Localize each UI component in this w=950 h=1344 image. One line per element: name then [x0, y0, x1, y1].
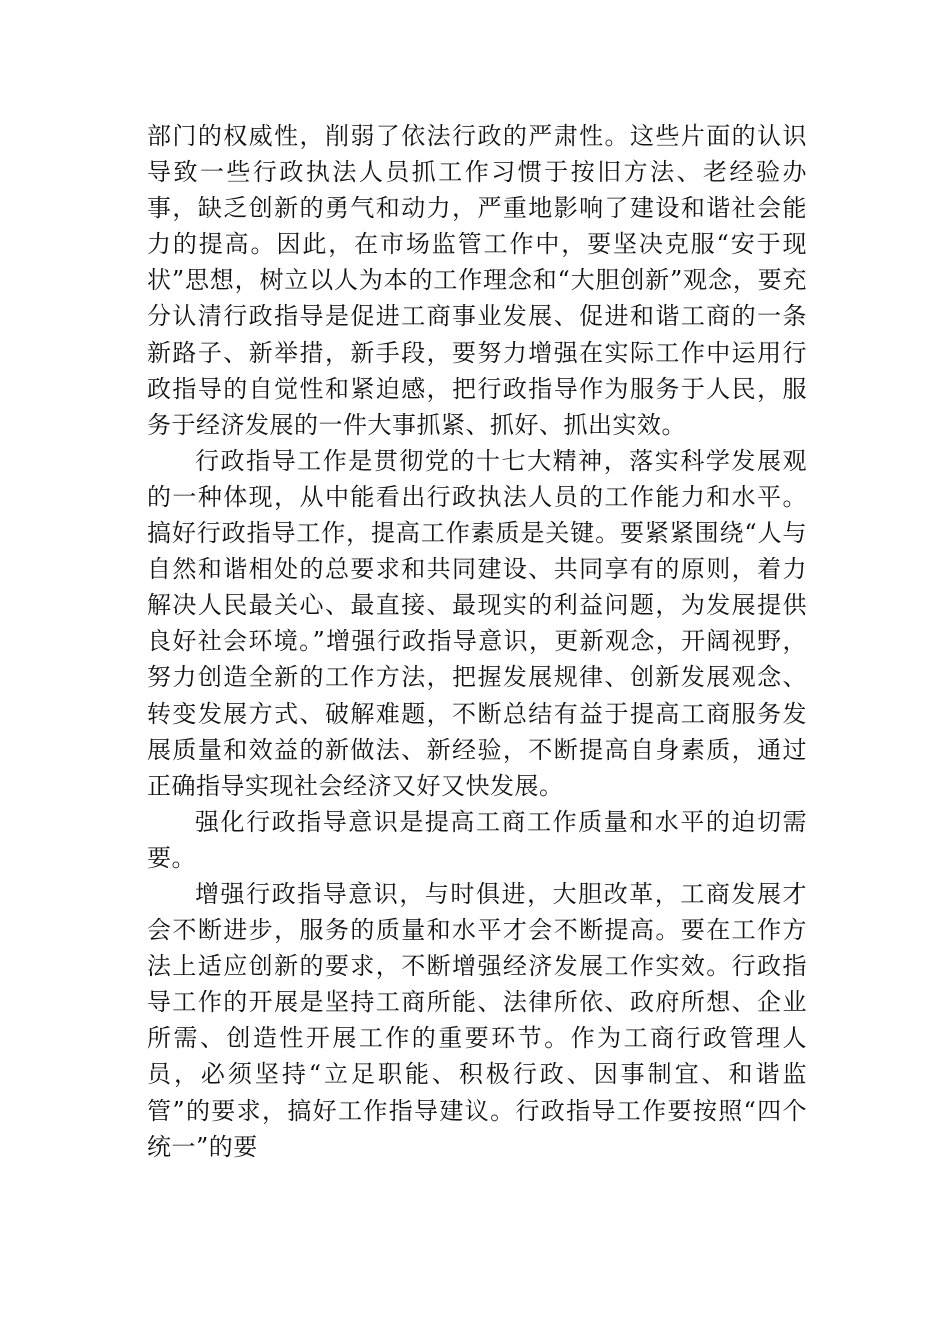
paragraph-1: 部门的权威性，削弱了依法行政的严肃性。这些片面的认识导致一些行政执法人员抓工作习惯于按旧方法、老经验办事，缺乏创新的勇气和动力，严重地影响了建设和谐社会能力的提高。因此，在市场监管工作中，要坚决克服“安于现状”思想，树立以人为本的工作理念和“大胆创新”观念，要充分认清行政指导是促进工商事业发展、促进和谐工商的一条新路子、新举措，新手段，要努力增强在实际工作中运用行政指导的自觉性和紧迫感，把行政指导作为服务于人民，服务于经济发展的一件大事抓紧、抓好、抓出实效。 — [147, 122, 807, 439]
paragraph-4: 增强行政指导意识，与时俱进，大胆改革，工商发展才会不断进步，服务的质量和水平才会不断提高。要在工作方法上适应创新的要求，不断增强经济发展工作实效。行政指导工作的开展是坚持工商所能、法律所依、政府所想、企业所需、创造性开展工作的重要环节。作为工商行政管理人员，必须坚持“立足职能、积极行政、因事制宜、和谐监管”的要求，搞好工作指导建议。行政指导工作要按照“四个统一”的要 — [147, 879, 807, 1161]
paragraph-3: 强化行政指导意识是提高工商工作质量和水平的迫切需要。 — [147, 807, 807, 872]
paragraph-2: 行政指导工作是贯彻党的十七大精神，落实科学发展观的一种体现，从中能看出行政执法人员的工作能力和水平。搞好行政指导工作，提高工作素质是关键。要紧紧围绕“人与自然和谐相处的总要求和共同建设、共同享有的原则，着力解决人民最关心、最直接、最现实的利益问题，为发展提供良好社会环境。”增强行政指导意识，更新观念，开阔视野，努力创造全新的工作方法，把握发展规律、创新发展观念、转变发展方式、破解难题，不断总结有益于提高工商服务发展质量和效益的新做法、新经验，不断提高自身素质，通过正确指导实现社会经济又好又快发展。 — [147, 446, 807, 800]
document-body — [147, 118, 807, 1165]
